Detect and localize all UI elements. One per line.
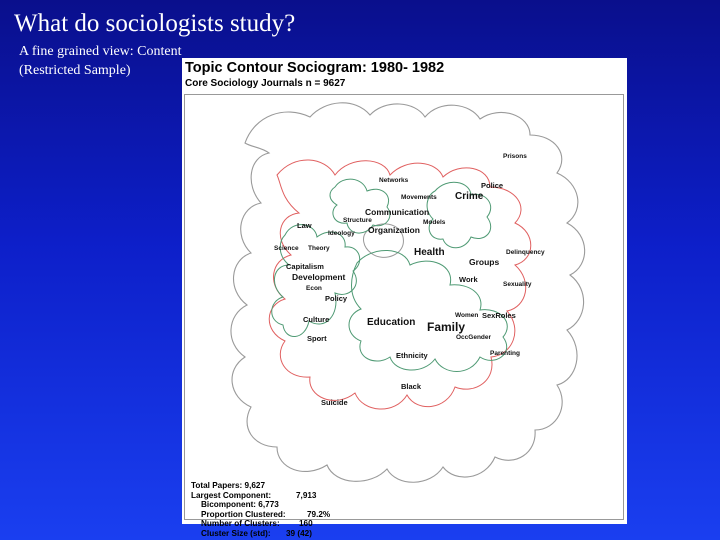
figure-header [182,58,627,94]
topic-label-capitalism: Capitalism [286,262,324,271]
figure-title: Topic Contour Sociogram: 1980- 1982 [185,60,445,76]
topic-label-culture: Culture [303,315,330,324]
stat-label: Number of Clusters: [201,519,280,528]
topic-label-sexroles: SexRoles [482,311,516,320]
topic-label-police: Police [481,181,504,190]
contour-lines [185,95,625,521]
topic-label-movements: Movements [401,194,437,201]
topic-label-models: Models [423,219,446,226]
topic-label-law: Law [297,221,312,230]
topic-label-ideology: Ideology [328,230,355,237]
topic-label-theory: Theory [308,245,330,252]
stat-label: Bicomponent: 6,773 [201,500,279,509]
slide-title: What do sociologists study? [14,10,296,37]
topic-label-sexuality: Sexuality [503,281,532,288]
contour-plot [184,94,624,538]
stat-bicomponent [191,500,286,510]
outer-contour [231,103,585,482]
stat-total-papers [191,481,286,491]
topic-label-delinquency: Delinquency [506,249,545,256]
stat-value: 79.2% [307,509,331,519]
stat-largest-component [191,490,317,501]
stat-label: Proportion Clustered: [201,509,286,519]
topic-label-health: Health [414,247,445,258]
stat-label: Total Papers: 9,627 [191,481,266,490]
topic-label-communication: Communication [365,207,430,217]
topic-label-structure: Structure [343,217,372,224]
topic-label-prisons: Prisons [503,153,527,160]
stat-number-of-clusters [191,519,313,529]
topic-label-family: Family [427,320,466,334]
topic-label-occgender: OccGender [456,334,492,341]
stat-value: 39 (42) [286,528,312,538]
stat-cluster-size [191,528,312,539]
topic-label-organization: Organization [368,225,420,235]
topic-label-development: Development [292,272,346,282]
topic-label-parenting: Parenting [490,350,520,357]
topic-label-policy: Policy [325,294,348,303]
slide-subtitle [19,42,182,80]
topic-label-sport: Sport [307,334,327,343]
stat-value: 160 [299,519,313,528]
stat-label: Largest Component: [191,490,272,500]
stat-proportion-clustered [191,509,331,520]
figure-subtitle: Core Sociology Journals n = 9627 [185,78,346,89]
topic-label-education: Education [367,317,416,328]
topic-contour-sociogram [182,58,627,538]
topic-label-work: Work [459,275,478,284]
topic-label-science: Science [274,245,299,252]
subtitle-line-2: (Restricted Sample) [19,63,131,78]
topic-label-groups: Groups [469,257,500,267]
network-statistics [191,481,331,538]
topic-label-suicide: Suicide [321,398,348,407]
stat-label: Cluster Size (std): [201,528,271,538]
topic-label-ethnicity: Ethnicity [396,351,428,360]
topic-label-networks: Networks [379,177,409,184]
subtitle-line-1: A fine grained view: Content [19,44,182,59]
topic-label-black: Black [401,382,422,391]
stat-value: 7,913 [296,490,317,500]
topic-label-crime: Crime [455,191,484,202]
topic-label-women: Women [455,312,479,319]
topic-label-econ: Econ [306,285,322,292]
